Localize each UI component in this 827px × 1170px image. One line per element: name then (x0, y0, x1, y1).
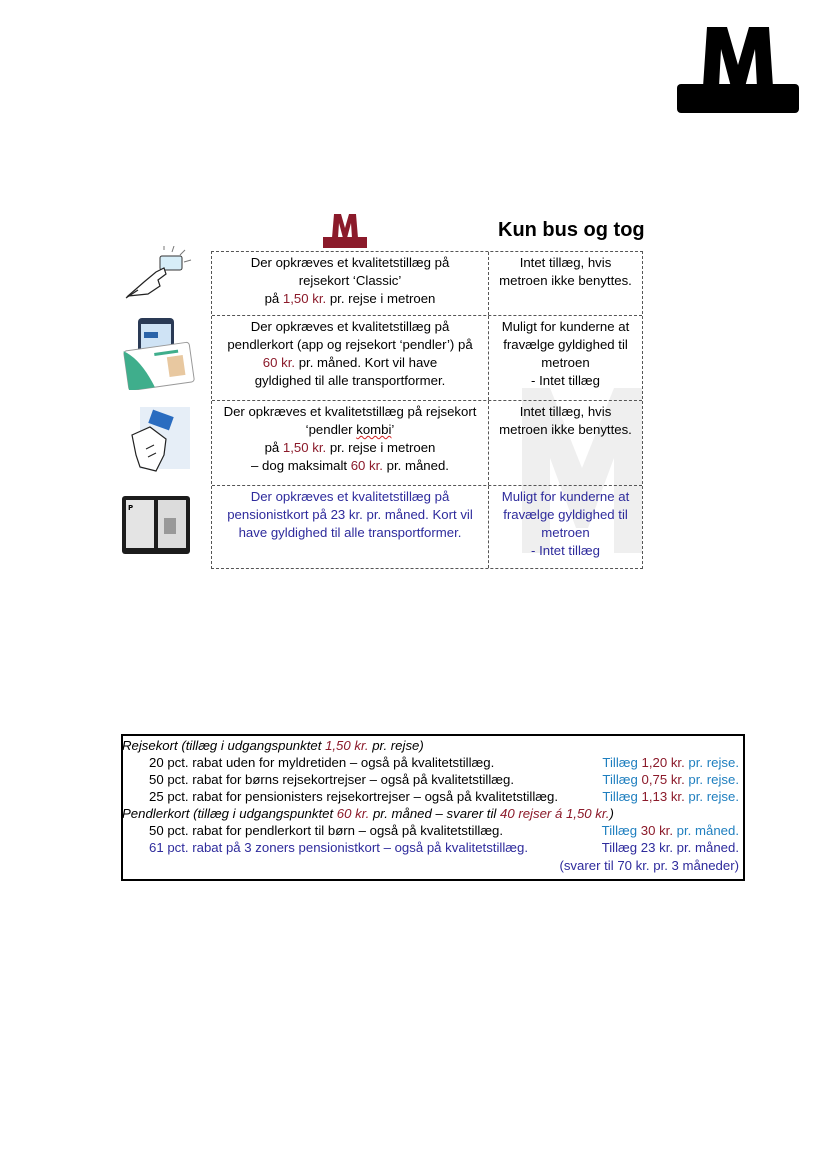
list-item: 25 pct. rabat for pensionisters rejsekortrejser – også på kvalitetstillæg. Tillæg 1,13 kr. pr. rejse. (123, 788, 743, 805)
column-header-bus-train: Kun bus og tog (498, 219, 645, 241)
pendlerkort-heading: Pendlerkort (tillæg i udgangspunktet 60 kr. pr. måned – svarer til 40 rejser á 1,50 kr.) (122, 806, 614, 821)
table-row (212, 486, 642, 568)
hand-card-icon (126, 405, 192, 477)
list-item: 61 pct. rabat på 3 zoners pensionistkort – også på kvalitetstillæg. Tillæg 23 kr. pr. måned. (123, 839, 743, 856)
cell-metro-pensionistkort: Der opkræves et kvalitetstillæg på pensionistkort på 23 kr. pr. måned. Kort vil have gyldighed til alle transportformer. (212, 486, 489, 568)
cell-metro-pendlerkort: Der opkræves et kvalitetstillæg på pendlerkort (app og rejsekort ‘pendler’) på 60 kr. pr. måned. Kort vil have gyldighed til alle transportformer. (212, 316, 489, 400)
cell-metro-rejsekort-classic: Der opkræves et kvalitetstillæg på rejsekort ‘Classic’ på 1,50 kr. pr. rejse i metroen (212, 252, 489, 315)
discount-box (121, 734, 745, 881)
metro-logo (677, 27, 799, 113)
phone-card-icon (122, 316, 196, 390)
cell-bus-train-pendlerkort: Muligt for kunderne at fravælge gyldighed til metroen - Intet tillæg (501, 319, 630, 388)
table-row (212, 401, 642, 486)
list-item: 50 pct. rabat for pendlerkort til børn – også på kvalitetstillæg. Tillæg 30 kr. pr. måned. (123, 822, 743, 839)
svg-text:P: P (128, 504, 134, 512)
rejsekort-heading: Rejsekort (tillæg i udgangspunktet 1,50 kr. pr. rejse) (122, 738, 424, 753)
cell-bus-train-pensionistkort: Muligt for kunderne at fravælge gyldighed til metroen - Intet tillæg (501, 489, 630, 558)
list-item: 20 pct. rabat uden for myldretiden – også på kvalitetstillæg. Tillæg 1,20 kr. pr. rejse. (123, 754, 743, 771)
cell-bus-train-rejsekort-classic: Intet tillæg, hvis metroen ikke benyttes. (499, 255, 632, 288)
metro-logo-small (323, 214, 367, 248)
cell-bus-train-pendler-kombi: Intet tillæg, hvis metroen ikke benyttes. (499, 404, 632, 437)
wallet-card-icon (120, 494, 192, 556)
cell-metro-pendler-kombi: Der opkræves et kvalitetstillæg på rejsekort ‘pendler kombi’ på 1,50 kr. pr. rejse i metroen – dog maksimalt 60 kr. pr. måned. (212, 401, 489, 485)
list-item: 50 pct. rabat for børns rejsekortrejser – også på kvalitetstillæg. Tillæg 0,75 kr. pr. rejse. (123, 771, 743, 788)
footnote: (svarer til 70 kr. pr. 3 måneder) (559, 858, 739, 873)
card-tap-icon (124, 246, 194, 302)
table-row (212, 316, 642, 401)
table-row (212, 252, 642, 316)
tariff-table (211, 251, 643, 569)
